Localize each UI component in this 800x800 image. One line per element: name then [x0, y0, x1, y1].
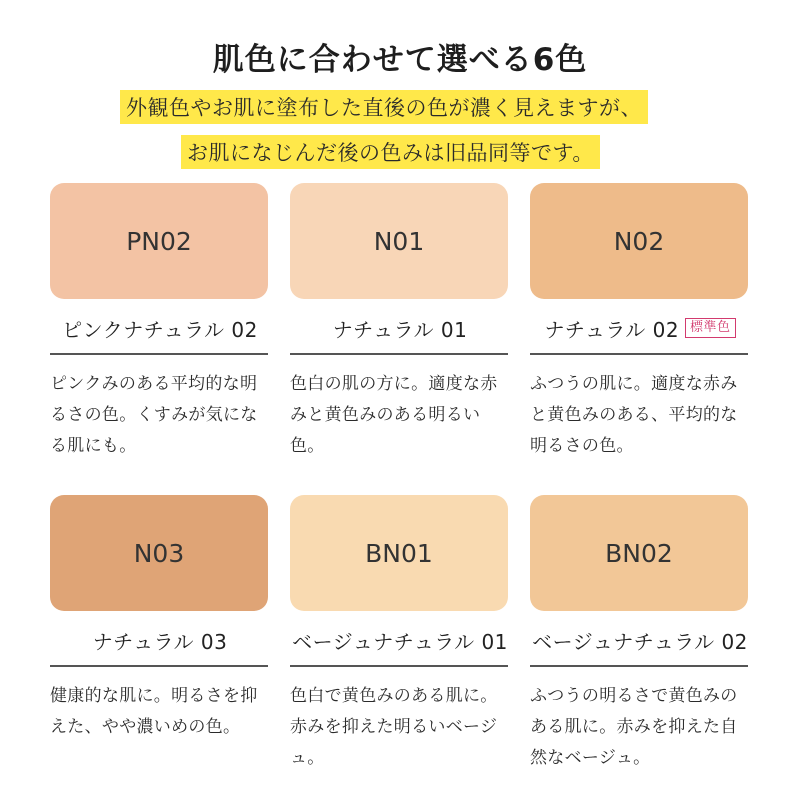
- shade-name-text: ナチュラル 01: [332, 317, 468, 342]
- shade-description: 健康的な肌に。明るさを抑えた、やや濃いめの色。: [50, 686, 258, 737]
- shade-description: 色白で黄色みのある肌に。赤みを抑えた明るいベージュ。: [290, 686, 498, 768]
- shade-name-text: ナチュラル 02: [544, 317, 680, 342]
- divider: [530, 665, 748, 667]
- shade-swatch: N03: [50, 495, 268, 611]
- shade-description: ピンクみのある平均的な明るさの色。くすみが気になる肌にも。: [50, 374, 258, 456]
- shade-name-text: ナチュラル 03: [92, 629, 228, 654]
- page-title: 肌色に合わせて選べる6色: [212, 42, 588, 78]
- highlight-note-line1: 外観色やお肌に塗布した直後の色が濃く見えますが、: [120, 90, 648, 124]
- shade-name: [50, 623, 270, 657]
- shade-name: [290, 623, 510, 657]
- divider: [290, 353, 508, 355]
- shade-card-bn02: [530, 495, 750, 774]
- shade-swatch: BN02: [530, 495, 748, 611]
- standard-shade-badge: 標準色: [685, 318, 736, 338]
- shade-description: ふつうの肌に。適度な赤みと黄色みのある、平均的な明るさの色。: [530, 374, 738, 456]
- highlight-note-line2: お肌になじんだ後の色みは旧品同等です。: [181, 135, 600, 169]
- shade-name: [530, 311, 750, 345]
- divider: [290, 665, 508, 667]
- shade-name: [530, 623, 750, 657]
- shade-swatch: N01: [290, 183, 508, 299]
- shade-name: [290, 311, 510, 345]
- shade-description: 色白の肌の方に。適度な赤みと黄色みのある明るい色。: [290, 374, 498, 456]
- shade-swatch: PN02: [50, 183, 268, 299]
- shade-swatch: N02: [530, 183, 748, 299]
- shade-card-bn01: [290, 495, 510, 774]
- shade-card-pn02: [50, 183, 270, 462]
- shade-card-n03: [50, 495, 270, 743]
- divider: [530, 353, 748, 355]
- shade-card-n02: [530, 183, 750, 462]
- shade-name-text: ベージュナチュラル 02: [532, 629, 748, 654]
- shade-name: [50, 311, 270, 345]
- divider: [50, 353, 268, 355]
- shade-card-n01: [290, 183, 510, 462]
- shade-name-text: ベージュナチュラル 01: [292, 629, 508, 654]
- shade-name-text: ピンクナチュラル 02: [62, 317, 258, 342]
- divider: [50, 665, 268, 667]
- shade-swatch: BN01: [290, 495, 508, 611]
- shade-description: ふつうの明るさで黄色みのある肌に。赤みを抑えた自然なベージュ。: [530, 686, 738, 768]
